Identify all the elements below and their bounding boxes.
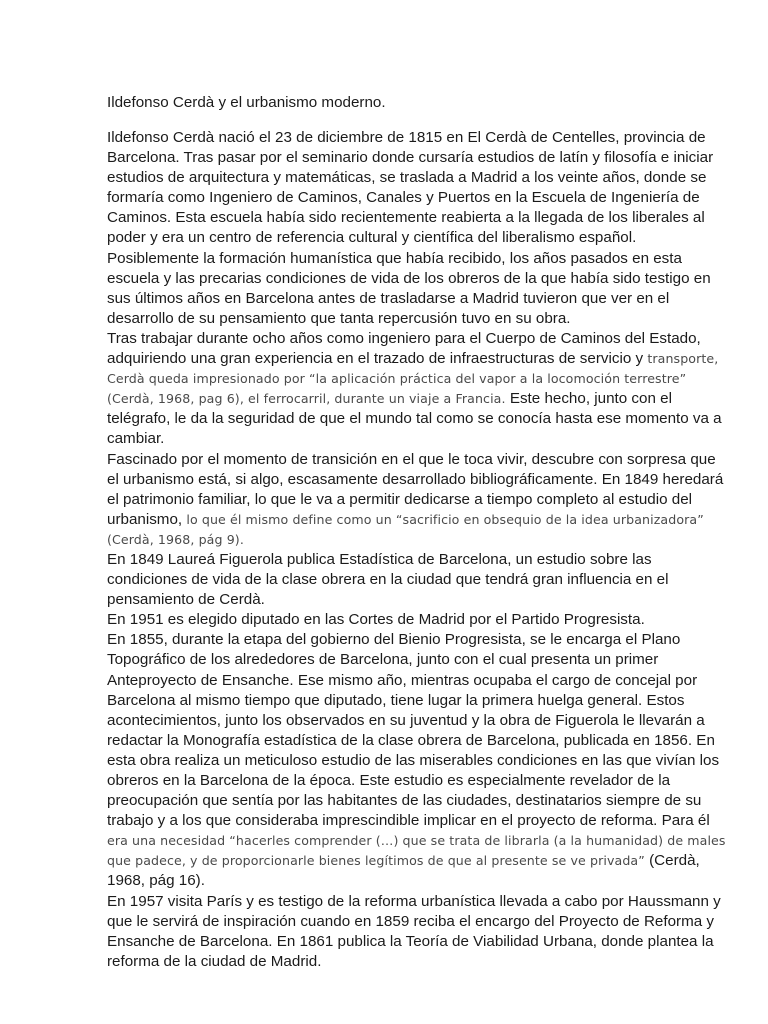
quoted-passage: era una necesidad “hacerles comprender (…) que se trata de librarla (a la humanidad) de males que padece, y de proporcionarle bienes legítimos de que al presente se ve privada” (107, 833, 726, 869)
paragraph-text: Ildefonso Cerdà nació el 23 de diciembre de 1815 en El Cerdà de Centelles, provincia de Barcelona. Tras pasar por el seminario donde cursaría estudios de latín y filosofía e iniciar estudios de arquitectura y matemáticas, se traslada a Madrid a los veinte años, donde se formaría como Ingeniero de Caminos, Canales y Puertos en la Escuela de Ingeniería de Caminos. Esta escuela había sido recientemente reabierta a la llegada de los liberales al poder y era un centro de referencia cultural y científica del liberalismo español. (107, 129, 714, 247)
paragraph-1855 (107, 630, 728, 891)
quoted-passage: transporte, Cerdà queda impresionado por “la aplicación práctica del vapor a la locomoción terrestre” (Cerdà, 1968, pag 6), el ferrocarril, durante un viaje a Francia. (107, 351, 719, 407)
paragraph-text: Fascinado por el momento de transición en el que le toca vivir, descubre con sorpresa que el urbanismo está, si algo, escasamente desarrollado bibliográficamente. En 1849 heredará el patrimonio familiar, lo que le va a permitir dedicarse a tiempo completo al estudio del urbanismo, (107, 450, 724, 528)
paragraph-deputy (107, 610, 728, 630)
paragraph-urbanism (107, 450, 728, 550)
paragraph-text: Posiblemente la formación humanística que había recibido, los años pasados en esta escuela y las precarias condiciones de vida de los obreros de la que había sido testigo en sus últimos años en Barcelona antes de trasladarse a Madrid tuvieron que ver en el desarrollo de su pensamiento que tanta repercusión tuvo en su obra. (107, 249, 711, 327)
paragraph-paris (107, 892, 728, 972)
paragraph-text: (Cerdà, 1968, pág 16). (107, 852, 700, 890)
paragraph-text: Tras trabajar durante ocho años como ingeniero para el Cuerpo de Caminos del Estado, adquiriendo una gran experiencia en el trazado de infraestructuras de servicio y (107, 329, 701, 368)
paragraph-text: En 1957 visita París y es testigo de la reforma urbanística llevada a cabo por Haussmann y que le servirá de inspiración cuando en 1859 reciba el encargo del Proyecto de Reforma y Ensanche de Barcelona. En 1861 publica la Teoría de Viabilidad Urbana, donde plantea la reforma de la ciudad de Madrid. (107, 892, 721, 970)
paragraph-figuerola (107, 550, 728, 610)
paragraph-influences (107, 249, 728, 329)
paragraph-birth (107, 128, 728, 249)
document-body (107, 128, 728, 972)
paragraph-text: En 1849 Laureá Figuerola publica Estadística de Barcelona, un estudio sobre las condiciones de vida de la clase obrera en la ciudad que tendrá gran influencia en el pensamiento de Cerdà. (107, 550, 669, 609)
paragraph-text: Este hecho, junto con el telégrafo, le da la seguridad de que el mundo tal como se conocía hasta ese momento va a cambiar. (107, 390, 722, 448)
quoted-passage: lo que él mismo define como un “sacrificio en obsequio de la idea urbanizadora” (Cerdà, 1968, pág 9). (107, 511, 704, 547)
document-title: Ildefonso Cerdà y el urbanismo moderno. (107, 94, 386, 111)
paragraph-text: En 1855, durante la etapa del gobierno del Bienio Progresista, se le encarga el Plano Topográfico de los alrededores de Barcelona, junto con el cual presenta un primer Anteproyecto de Ensanche. Ese mismo año, mientras ocupaba el cargo de concejal por Barcelona al mismo tiempo que diputado, tiene lugar la primera huelga general. Estos acontecimientos, junto los observados en su juventud y la obra de Figuerola le llevarán a redactar la Monografía estadística de la clase obrera de Barcelona, publicada en 1856. En esta obra realiza un meticuloso estudio de las miserables condiciones en las que vivían los obreros en la Barcelona de la época. Este estudio es especialmente revelador de la preocupación que sentía por las habitantes de las ciudades, destinatarios siempre de su trabajo y a los que consideraba imprescindible implicar en el proyecto de reforma. Para él (107, 631, 720, 830)
paragraph-engineer (107, 329, 728, 450)
paragraph-text: En 1951 es elegido diputado en las Cortes de Madrid por el Partido Progresista. (107, 611, 645, 629)
